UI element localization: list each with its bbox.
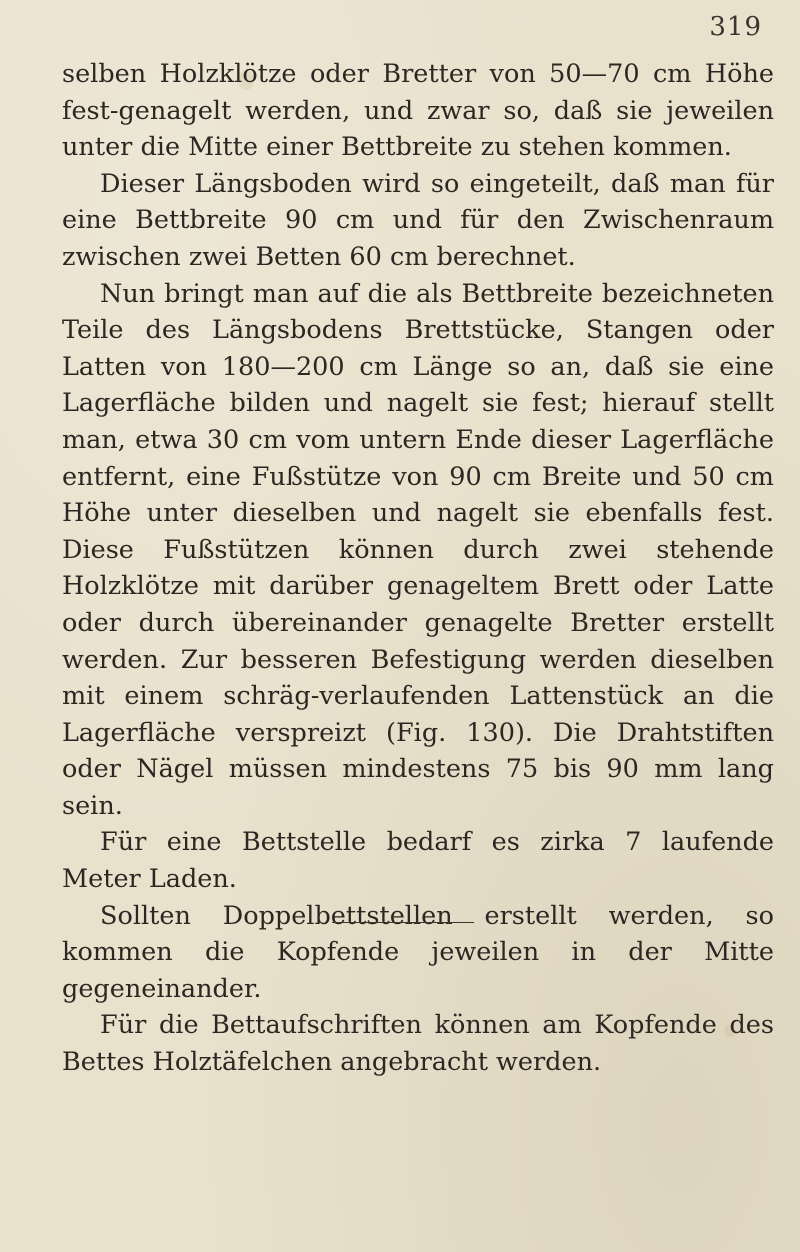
paragraph: Für eine Bettstelle bedarf es zirka 7 laufende Meter Laden.: [62, 827, 774, 895]
paragraph: selben Holzklötze oder Bretter von 50—70 cm Höhe fest-genagelt werden, und zwar so, daß sie jeweilen unter die Mitte einer Bettbreite zu stehen kommen.: [62, 59, 774, 163]
paragraph: Für die Bettaufschriften können am Kopfende des Bettes Holztäfelchen angebracht werden.: [62, 1010, 774, 1078]
section-divider: [332, 922, 474, 923]
paragraph: Nun bringt man auf die als Bettbreite bezeichneten Teile des Längsbodens Brettstücke, Stangen oder Latten von 180—200 cm Länge so an, daß sie eine Lagerfläche bilden und nagelt sie fest; hierauf stellt man, etwa 30 cm vom untern Ende dieser Lagerfläche entfernt, eine Fußstütze von 90 cm Breite und 50 cm Höhe unter dieselben und nagelt sie ebenfalls fest. Diese Fußstützen können durch zwei stehende Holzklötze mit darüber genageltem Brett oder Latte oder durch übereinander genagelte Bretter erstellt werden. Zur besseren Befestigung werden dieselben mit einem schräg-verlaufenden Lattenstück an die Lagerfläche verspreizt (Fig. 130). Die Drahtstiften oder Nägel müssen mindestens 75 bis 90 mm lang sein.: [62, 278, 774, 821]
paragraph: Sollten Doppelbettstellen erstellt werden, so kommen die Kopfende jeweilen in der Mitte gegeneinander.: [62, 900, 774, 1004]
page-number: 319: [709, 12, 762, 42]
body-text: [62, 56, 774, 1081]
paragraph: Dieser Längsboden wird so eingeteilt, daß man für eine Bettbreite 90 cm und für den Zwischenraum zwischen zwei Betten 60 cm berechnet.: [62, 168, 774, 272]
